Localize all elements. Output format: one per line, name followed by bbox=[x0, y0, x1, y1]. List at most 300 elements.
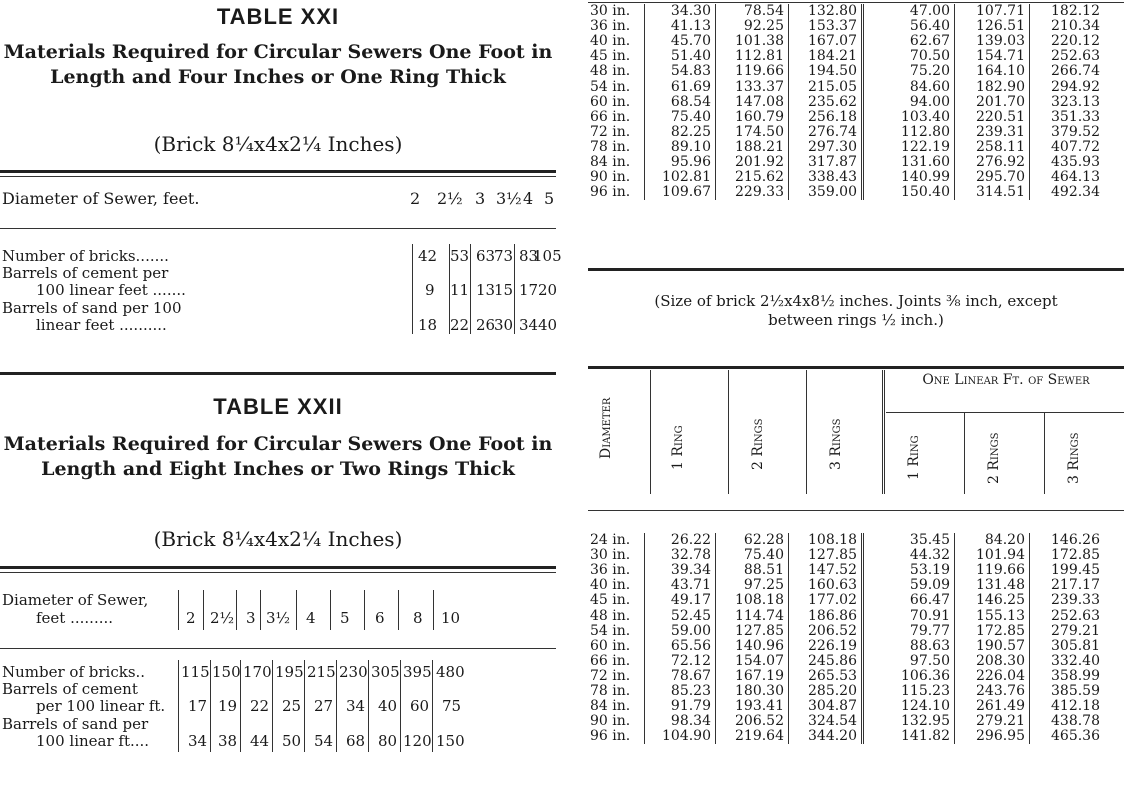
table21-cell: 105 bbox=[533, 247, 562, 265]
table-cell: 154.71 bbox=[955, 49, 1030, 64]
table21-row-label: linear feet .......... bbox=[36, 316, 167, 334]
table-cell: 91.79 bbox=[645, 699, 716, 714]
table-cell: 97.50 bbox=[909, 652, 950, 669]
table22-col-divider bbox=[398, 590, 399, 630]
table-cell: 94.00 bbox=[909, 93, 950, 110]
table21-cell: 42 bbox=[418, 247, 438, 265]
table-cell: 206.52 bbox=[716, 714, 789, 729]
table-row bbox=[588, 4, 1104, 19]
table-cell: 314.51 bbox=[955, 185, 1030, 200]
table22-col-divider bbox=[178, 590, 179, 630]
table-cell: 52.45 bbox=[645, 608, 716, 623]
table22-cell: 75 bbox=[442, 697, 462, 715]
table-cell: 193.41 bbox=[716, 699, 789, 714]
table22-cell: 27 bbox=[314, 697, 334, 715]
table22-cell: 19 bbox=[218, 697, 238, 715]
table22-subtitle: Materials Required for Circular Sewers One Foot in Length and Eight Inches or Two Rings Thick bbox=[3, 433, 553, 480]
table21-diam: 2½ bbox=[437, 189, 463, 208]
table22-row-label: per 100 linear ft. bbox=[36, 697, 166, 715]
table-row bbox=[588, 64, 1104, 79]
table-cell: 226.04 bbox=[955, 669, 1030, 684]
continued-table-bottom-rule bbox=[588, 268, 1124, 271]
table-row bbox=[588, 639, 1104, 654]
table-row bbox=[588, 79, 1104, 94]
column-gap bbox=[863, 563, 879, 578]
col-header-diameter: Diameter bbox=[598, 397, 614, 459]
column-gap bbox=[863, 64, 879, 79]
table21-diam: 4 bbox=[523, 189, 534, 208]
table22-diam: 2½ bbox=[210, 609, 235, 627]
table-cell: 44.32 bbox=[909, 547, 950, 564]
row-label: 66 in. bbox=[590, 652, 631, 669]
table21-top-rule-2 bbox=[0, 176, 556, 177]
table22-row-label: Barrels of sand per bbox=[2, 715, 149, 733]
table22-header-rule bbox=[0, 648, 556, 649]
table-cell: 119.66 bbox=[716, 64, 789, 79]
row-label: 54 in. bbox=[590, 622, 631, 639]
table21-cell: 18 bbox=[418, 316, 438, 334]
col-header-1ring: 1 Ring bbox=[670, 425, 686, 470]
column-gap bbox=[863, 34, 879, 49]
table22-diam: 10 bbox=[441, 609, 461, 627]
table21-cell: 73 bbox=[494, 247, 514, 265]
bottom-table-body bbox=[588, 533, 1104, 744]
bottom-header-divider bbox=[728, 370, 729, 494]
table21-col-divider bbox=[470, 244, 471, 334]
table21-header-rule bbox=[0, 228, 556, 229]
table-cell: 256.18 bbox=[789, 110, 863, 125]
table21-cell: 13 bbox=[476, 281, 496, 299]
table-cell: 332.40 bbox=[1030, 654, 1105, 669]
col-header-3rings-lf: 3 Rings bbox=[1066, 432, 1082, 484]
table22-diameter-label: Diameter of Sewer, bbox=[2, 591, 149, 609]
table22-cell: 305 bbox=[371, 663, 400, 681]
table-cell: 208.30 bbox=[955, 654, 1030, 669]
table-cell: 160.63 bbox=[789, 578, 863, 593]
table-cell: 324.54 bbox=[789, 714, 863, 729]
table-cell: 59.00 bbox=[645, 624, 716, 639]
column-gap bbox=[863, 729, 879, 744]
column-gap bbox=[863, 654, 879, 669]
table-cell: 34.30 bbox=[645, 4, 716, 19]
table-cell: 358.99 bbox=[1030, 669, 1105, 684]
col-header-2rings: 2 Rings bbox=[750, 418, 766, 470]
column-gap bbox=[863, 699, 879, 714]
table22-cell: 120 bbox=[403, 732, 432, 750]
table-row bbox=[588, 669, 1104, 684]
table22-cell: 480 bbox=[436, 663, 465, 681]
table-cell: 199.45 bbox=[1030, 563, 1105, 578]
table22-col-divider bbox=[330, 590, 331, 630]
table-row bbox=[588, 185, 1104, 200]
table-cell: 127.85 bbox=[716, 624, 789, 639]
column-gap bbox=[863, 49, 879, 64]
table-cell: 276.74 bbox=[789, 125, 863, 140]
table22-diam: 5 bbox=[340, 609, 350, 627]
table-cell: 219.64 bbox=[716, 729, 789, 744]
table-cell: 54.83 bbox=[645, 64, 716, 79]
table22-cell: 60 bbox=[410, 697, 430, 715]
table-cell: 182.12 bbox=[1030, 4, 1105, 19]
table21-diam: 3 bbox=[475, 189, 486, 208]
table-cell: 89.10 bbox=[645, 140, 716, 155]
table-cell: 266.74 bbox=[1030, 64, 1105, 79]
table-cell: 72.12 bbox=[645, 654, 716, 669]
table-cell: 226.19 bbox=[789, 639, 863, 654]
table22-col-divider bbox=[433, 590, 434, 630]
table-cell: 217.17 bbox=[1030, 578, 1105, 593]
table-cell: 88.51 bbox=[716, 563, 789, 578]
table21-cell: 40 bbox=[538, 316, 558, 334]
table-cell: 98.34 bbox=[645, 714, 716, 729]
row-label: 54 in. bbox=[590, 78, 631, 95]
table-cell: 124.10 bbox=[901, 698, 950, 715]
table22-col-divider bbox=[236, 590, 237, 630]
table22-diam: 4 bbox=[306, 609, 316, 627]
table-row bbox=[588, 49, 1104, 64]
table-cell: 59.09 bbox=[909, 577, 950, 594]
table22-col-divider bbox=[203, 590, 204, 630]
table-cell: 438.78 bbox=[1030, 714, 1105, 729]
column-gap bbox=[863, 714, 879, 729]
table21-diam: 5 bbox=[544, 189, 555, 208]
table-row bbox=[588, 563, 1104, 578]
table-cell: 146.25 bbox=[955, 593, 1030, 608]
col-header-1ring-lf: 1 Ring bbox=[906, 435, 922, 480]
table-cell: 82.25 bbox=[645, 125, 716, 140]
brick-note-line2: between rings ½ inch.) bbox=[768, 311, 944, 329]
table21-cell: 83 bbox=[519, 247, 539, 265]
table-cell: 184.21 bbox=[789, 49, 863, 64]
table-row bbox=[588, 140, 1104, 155]
table21-row-label: 100 linear feet ....... bbox=[36, 281, 186, 299]
table-row bbox=[588, 699, 1104, 714]
table-cell: 220.51 bbox=[955, 110, 1030, 125]
table-cell: 140.96 bbox=[716, 639, 789, 654]
column-gap bbox=[863, 593, 879, 608]
table-cell: 146.26 bbox=[1030, 533, 1105, 548]
table-cell: 115.23 bbox=[901, 682, 950, 699]
table-cell: 114.74 bbox=[716, 608, 789, 623]
table22-cell: 34 bbox=[346, 697, 366, 715]
column-gap bbox=[863, 669, 879, 684]
table-cell: 85.23 bbox=[645, 684, 716, 699]
right-column bbox=[588, 0, 1126, 802]
table-cell: 412.18 bbox=[1030, 699, 1105, 714]
table21-cell: 17 bbox=[519, 281, 539, 299]
table-cell: 435.93 bbox=[1030, 155, 1105, 170]
left-column bbox=[0, 0, 560, 802]
table-cell: 131.60 bbox=[901, 153, 950, 170]
continued-table bbox=[588, 4, 1104, 200]
table-cell: 245.86 bbox=[789, 654, 863, 669]
table22-cell: 150 bbox=[212, 663, 241, 681]
row-label: 36 in. bbox=[590, 562, 631, 579]
table-row bbox=[588, 34, 1104, 49]
table-cell: 84.20 bbox=[955, 533, 1030, 548]
table-row bbox=[588, 170, 1104, 185]
table22-col-divider bbox=[210, 660, 211, 752]
table-cell: 102.81 bbox=[645, 170, 716, 185]
table22-cell: 44 bbox=[250, 732, 270, 750]
table21-row-label: Number of bricks....... bbox=[2, 247, 169, 265]
table-cell: 220.12 bbox=[1030, 34, 1105, 49]
table22-diam: 3½ bbox=[266, 609, 291, 627]
column-gap bbox=[863, 95, 879, 110]
table-cell: 261.49 bbox=[955, 699, 1030, 714]
table22-col-divider bbox=[336, 660, 337, 752]
table-cell: 295.70 bbox=[955, 170, 1030, 185]
table-row bbox=[588, 654, 1104, 669]
table-cell: 126.51 bbox=[955, 19, 1030, 34]
row-label: 72 in. bbox=[590, 123, 631, 140]
table-cell: 106.36 bbox=[901, 667, 950, 684]
row-label: 90 in. bbox=[590, 169, 631, 186]
table-cell: 62.28 bbox=[716, 533, 789, 548]
table-cell: 258.11 bbox=[955, 140, 1030, 155]
table-cell: 167.07 bbox=[789, 34, 863, 49]
table-cell: 379.52 bbox=[1030, 125, 1105, 140]
table-cell: 97.25 bbox=[716, 578, 789, 593]
table22-cell: 34 bbox=[188, 732, 208, 750]
table-cell: 122.19 bbox=[901, 138, 950, 155]
table-cell: 32.78 bbox=[645, 548, 716, 563]
table-cell: 201.92 bbox=[716, 155, 789, 170]
table-cell: 210.34 bbox=[1030, 19, 1105, 34]
table-row bbox=[588, 125, 1104, 140]
table-cell: 49.17 bbox=[645, 593, 716, 608]
table22-cell: 150 bbox=[436, 732, 465, 750]
table21-cell: 9 bbox=[425, 281, 435, 299]
table-cell: 252.63 bbox=[1030, 49, 1105, 64]
table22-col-divider bbox=[364, 590, 365, 630]
column-gap bbox=[863, 624, 879, 639]
table-cell: 78.67 bbox=[645, 669, 716, 684]
row-label: 36 in. bbox=[590, 18, 631, 35]
table-cell: 61.69 bbox=[645, 79, 716, 94]
table-cell: 385.59 bbox=[1030, 684, 1105, 699]
table-cell: 296.95 bbox=[955, 729, 1030, 744]
table-cell: 351.33 bbox=[1030, 110, 1105, 125]
table-cell: 150.40 bbox=[901, 184, 950, 201]
table21-bottom-rule bbox=[0, 372, 556, 375]
table-cell: 294.92 bbox=[1030, 79, 1105, 94]
row-label: 72 in. bbox=[590, 667, 631, 684]
table-cell: 344.20 bbox=[789, 729, 863, 744]
column-gap bbox=[863, 110, 879, 125]
table-cell: 155.13 bbox=[955, 608, 1030, 623]
table-row bbox=[588, 593, 1104, 608]
table22-top-rule-2 bbox=[0, 572, 556, 573]
table22-cell: 80 bbox=[378, 732, 398, 750]
table-cell: 70.91 bbox=[909, 607, 950, 624]
table-cell: 172.85 bbox=[955, 624, 1030, 639]
table21-diam: 3½ bbox=[496, 189, 522, 208]
row-label: 60 in. bbox=[590, 93, 631, 110]
table-row bbox=[588, 684, 1104, 699]
table-row bbox=[588, 729, 1104, 744]
table-cell: 62.67 bbox=[909, 33, 950, 50]
table22-cell: 195 bbox=[275, 663, 304, 681]
table-cell: 174.50 bbox=[716, 125, 789, 140]
continued-table-body bbox=[588, 4, 1104, 200]
column-gap bbox=[863, 533, 879, 548]
table-cell: 160.79 bbox=[716, 110, 789, 125]
table21-title: TABLE XXI bbox=[216, 4, 340, 29]
table21-cell: 53 bbox=[450, 247, 470, 265]
table21-top-rule bbox=[0, 170, 556, 173]
group-header-rule bbox=[886, 412, 1124, 413]
table22-cell: 230 bbox=[339, 663, 368, 681]
bottom-header-divider bbox=[882, 370, 885, 494]
table-cell: 141.82 bbox=[901, 728, 950, 745]
table21-col-divider bbox=[514, 244, 515, 334]
table-row bbox=[588, 95, 1104, 110]
table22-cell: 54 bbox=[314, 732, 334, 750]
table-row bbox=[588, 110, 1104, 125]
table-cell: 464.13 bbox=[1030, 170, 1105, 185]
table21-subtitle: Materials Required for Circular Sewers One Foot in Length and Four Inches or One Ring Thick bbox=[3, 41, 553, 88]
bottom-header-divider bbox=[964, 413, 965, 494]
table-cell: 194.50 bbox=[789, 64, 863, 79]
table-row bbox=[588, 548, 1104, 563]
table-cell: 188.21 bbox=[716, 140, 789, 155]
table21-row-label: Barrels of sand per 100 bbox=[2, 299, 182, 317]
table-row bbox=[588, 19, 1104, 34]
table-cell: 180.30 bbox=[716, 684, 789, 699]
table21-cell: 20 bbox=[538, 281, 558, 299]
column-gap bbox=[863, 125, 879, 140]
table-cell: 229.33 bbox=[716, 185, 789, 200]
table-cell: 131.48 bbox=[955, 578, 1030, 593]
table-cell: 75.40 bbox=[716, 548, 789, 563]
table22-diam: 2 bbox=[186, 609, 196, 627]
table-cell: 147.52 bbox=[789, 563, 863, 578]
table-cell: 39.34 bbox=[645, 563, 716, 578]
table-cell: 492.34 bbox=[1030, 185, 1105, 200]
table-cell: 140.99 bbox=[901, 169, 950, 186]
row-label: 30 in. bbox=[590, 3, 631, 20]
table-cell: 239.33 bbox=[1030, 593, 1105, 608]
brick-note-line1: (Size of brick 2½x4x8½ inches. Joints ⅜ inch, except bbox=[654, 292, 1058, 310]
row-label: 96 in. bbox=[590, 728, 631, 745]
table-cell: 304.87 bbox=[789, 699, 863, 714]
table22-cell: 40 bbox=[378, 697, 398, 715]
table22-cell: 22 bbox=[250, 697, 270, 715]
table-cell: 84.60 bbox=[909, 78, 950, 95]
table22-cell: 38 bbox=[218, 732, 238, 750]
table-cell: 65.56 bbox=[645, 639, 716, 654]
table-cell: 133.37 bbox=[716, 79, 789, 94]
table-cell: 112.80 bbox=[901, 123, 950, 140]
table-cell: 153.37 bbox=[789, 19, 863, 34]
table-cell: 108.18 bbox=[789, 533, 863, 548]
table21-row-label: Barrels of cement per bbox=[2, 264, 169, 282]
column-gap bbox=[863, 185, 879, 200]
table-cell: 112.81 bbox=[716, 49, 789, 64]
table-cell: 167.19 bbox=[716, 669, 789, 684]
table-cell: 201.70 bbox=[955, 95, 1030, 110]
table-row bbox=[588, 155, 1104, 170]
table-cell: 70.50 bbox=[909, 48, 950, 65]
column-gap bbox=[863, 684, 879, 699]
table22-col-divider bbox=[260, 590, 261, 630]
table22-row-label: Number of bricks.. bbox=[2, 663, 146, 681]
table-cell: 297.30 bbox=[789, 140, 863, 155]
table-cell: 239.31 bbox=[955, 125, 1030, 140]
table-cell: 43.71 bbox=[645, 578, 716, 593]
table21-cell: 26 bbox=[476, 316, 496, 334]
table21-cell: 11 bbox=[450, 281, 470, 299]
table22-col-divider bbox=[272, 660, 273, 752]
table-row bbox=[588, 533, 1104, 548]
table-cell: 51.40 bbox=[645, 49, 716, 64]
table22-diam: 6 bbox=[375, 609, 385, 627]
row-label: 45 in. bbox=[590, 592, 631, 609]
table-row bbox=[588, 624, 1104, 639]
row-label: 84 in. bbox=[590, 698, 631, 715]
row-label: 40 in. bbox=[590, 577, 631, 594]
table-cell: 132.95 bbox=[901, 713, 950, 730]
table-cell: 215.62 bbox=[716, 170, 789, 185]
table21-col-divider bbox=[412, 244, 413, 334]
table-cell: 235.62 bbox=[789, 95, 863, 110]
table-cell: 104.90 bbox=[645, 729, 716, 744]
table21-brick-size: (Brick 8¼x4x2¼ Inches) bbox=[153, 132, 403, 156]
table22-cell: 395 bbox=[403, 663, 432, 681]
table-cell: 88.63 bbox=[909, 637, 950, 654]
col-header-2rings-lf: 2 Rings bbox=[986, 432, 1002, 484]
table22-row-label: 100 linear ft.... bbox=[36, 732, 150, 750]
table-cell: 101.38 bbox=[716, 34, 789, 49]
table-cell: 79.77 bbox=[909, 622, 950, 639]
table-cell: 252.63 bbox=[1030, 608, 1105, 623]
column-gap bbox=[863, 548, 879, 563]
table-row bbox=[588, 608, 1104, 623]
table22-diameter-label: feet ......... bbox=[36, 609, 114, 627]
table-cell: 177.02 bbox=[789, 593, 863, 608]
row-label: 30 in. bbox=[590, 547, 631, 564]
table-cell: 164.10 bbox=[955, 64, 1030, 79]
table22-row-label: Barrels of cement bbox=[2, 680, 138, 698]
table22-cell: 25 bbox=[282, 697, 302, 715]
table-cell: 103.40 bbox=[901, 108, 950, 125]
table-cell: 109.67 bbox=[645, 185, 716, 200]
table-row bbox=[588, 578, 1104, 593]
table22-diam: 3 bbox=[246, 609, 256, 627]
row-label: 84 in. bbox=[590, 153, 631, 170]
table-cell: 407.72 bbox=[1030, 140, 1105, 155]
table-cell: 317.87 bbox=[789, 155, 863, 170]
table-cell: 92.25 bbox=[716, 19, 789, 34]
table22-col-divider bbox=[304, 660, 305, 752]
table-cell: 186.86 bbox=[789, 608, 863, 623]
table-cell: 338.43 bbox=[789, 170, 863, 185]
table-cell: 172.85 bbox=[1030, 548, 1105, 563]
table-cell: 53.19 bbox=[909, 562, 950, 579]
table22-col-divider bbox=[368, 660, 369, 752]
table-cell: 190.57 bbox=[955, 639, 1030, 654]
row-label: 48 in. bbox=[590, 607, 631, 624]
column-gap bbox=[863, 578, 879, 593]
row-label: 78 in. bbox=[590, 138, 631, 155]
table-cell: 265.53 bbox=[789, 669, 863, 684]
column-gap bbox=[863, 79, 879, 94]
column-gap bbox=[863, 19, 879, 34]
table-cell: 95.96 bbox=[645, 155, 716, 170]
table-cell: 41.13 bbox=[645, 19, 716, 34]
row-label: 45 in. bbox=[590, 48, 631, 65]
